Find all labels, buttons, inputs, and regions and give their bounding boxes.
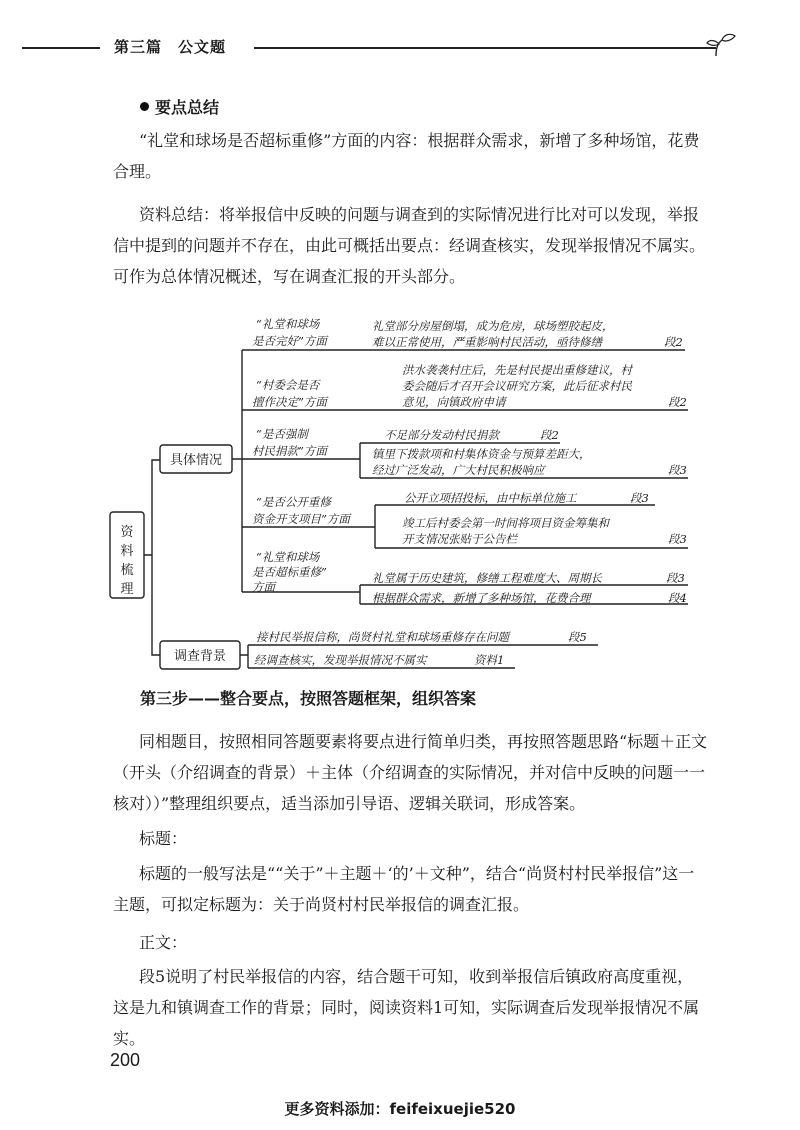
summary-paragraph-2: 资料总结：将举报信中反映的问题与调查到的实际情况进行比对可以发现，举报信中提到的问题并不存在，由此可概括出要点：经调查核实，发现举报情况不属实。可作为总体情况概述，写在调查汇报的开头部分。 bbox=[113, 205, 706, 286]
detail-4a: 公开立项招投标，由中标单位施工 bbox=[404, 491, 577, 505]
topic-4-line2: 资金开支项目”方面 bbox=[252, 512, 350, 526]
footer-contact: 更多资料添加：feifeixuejie520 bbox=[284, 1100, 516, 1118]
detail-2b: 委会随后才召开会议研究方案，此后征求村民 bbox=[402, 379, 632, 393]
bullet-icon bbox=[140, 102, 149, 111]
detail-3a: 不足部分发动村民捐款 bbox=[384, 428, 499, 442]
page-number: 200 bbox=[110, 1050, 141, 1070]
topic3-line bbox=[242, 443, 688, 478]
background-lines bbox=[240, 645, 598, 668]
box-background-label: 调查背景 bbox=[173, 649, 227, 664]
detail-5a-ref: 段3 bbox=[666, 571, 685, 585]
step3-paragraph-3: 段5说明了村民举报信的内容，结合题干可知，收到举报信后镇政府高度重视，这是九和镇调查工作的背景；同时，阅读资料1可知，实际调查后发现举报情况不属实。 bbox=[113, 967, 700, 1048]
sprout-icon bbox=[702, 32, 742, 58]
background-detail-2-ref: 资料1 bbox=[474, 653, 505, 667]
detail-3a-ref: 段2 bbox=[540, 428, 559, 442]
body-label: 正文： bbox=[139, 933, 188, 952]
topic-2-line1: “村委会是否 bbox=[256, 378, 320, 392]
header-rule-right bbox=[254, 47, 716, 49]
topic-1-line1: “礼堂和球场 bbox=[256, 317, 320, 331]
page-header bbox=[22, 32, 752, 62]
specific-trunk bbox=[232, 350, 242, 592]
detail-3b-1: 镇里下拨款项和村集体资金与预算差距大， bbox=[372, 447, 591, 461]
summary-paragraph-1: “礼堂和球场是否超标重修”方面的内容：根据群众需求，新增了多种场馆，花费合理。 bbox=[113, 131, 700, 181]
box-specific bbox=[160, 445, 232, 473]
detail-2a: 洪水袭袭村庄后，先是村民提出重修建议，村 bbox=[402, 363, 632, 377]
background-detail-1: 接村民举报信称，尚贤村礼堂和球场重修存在问题 bbox=[256, 630, 509, 644]
topic-2-line2: 擅作决定”方面 bbox=[252, 395, 327, 409]
detail-1a: 礼堂部分房屋倒塌，成为危房，球场塑胶起皮， bbox=[372, 319, 614, 333]
detail-3b-2: 经过广泛发动，广大村民积极响应 bbox=[372, 463, 545, 477]
topic5-line bbox=[242, 585, 688, 604]
detail-4a-ref: 段3 bbox=[630, 491, 649, 505]
topic-5-line1: “礼堂和球场 bbox=[256, 550, 320, 564]
topic-5-line2: 是否超标重修” bbox=[252, 565, 327, 579]
detail-2-ref: 段2 bbox=[668, 395, 687, 409]
detail-5b: 根据群众需求，新增了多种场馆，花费合理 bbox=[372, 591, 591, 605]
detail-1b: 难以正常使用，严重影响村民活动，亟待修缮 bbox=[372, 335, 602, 349]
mindmap-root-label: 资料梳理 bbox=[120, 525, 134, 597]
background-detail-1-ref: 段5 bbox=[568, 630, 587, 644]
topic-5-line3: 方面 bbox=[252, 580, 275, 594]
section-title: 第三篇 公文题 bbox=[114, 38, 227, 56]
detail-4b-ref: 段3 bbox=[668, 532, 687, 546]
topic-4-line1: “是否公开重修 bbox=[256, 495, 331, 509]
detail-5a: 礼堂属于历史建筑，修缮工程难度大、周期长 bbox=[372, 571, 602, 585]
detail-4b-2: 开支情况张贴于公告栏 bbox=[402, 532, 517, 546]
detail-4b-1: 竣工后村委会第一时间将项目资金筹集和 bbox=[402, 516, 609, 530]
detail-3b-ref: 段3 bbox=[668, 463, 687, 477]
mindmap-root-box bbox=[110, 512, 144, 598]
step3-paragraph-2: 标题的一般写法是““关于”＋主题＋‘的’＋文种”，结合“尚贤村村民举报信”这一主题，可拟定标题为：关于尚贤村村民举报信的调查汇报。 bbox=[113, 864, 695, 914]
background-detail-2: 经调查核实，发现举报情况不属实 bbox=[254, 653, 427, 667]
topic-3-line2: 村民捐款”方面 bbox=[252, 444, 327, 458]
step3-heading: 第三步——整合要点，按照答题框架，组织答案 bbox=[140, 689, 477, 708]
topic-3-line1: “是否强制 bbox=[256, 427, 308, 441]
summary-heading: 要点总结 bbox=[140, 95, 219, 118]
detail-1-ref: 段2 bbox=[664, 335, 683, 349]
box-background bbox=[160, 641, 240, 669]
header-rule-left bbox=[22, 47, 100, 49]
detail-2c: 意见，向镇政府申请 bbox=[402, 395, 506, 409]
detail-5b-ref: 段4 bbox=[668, 591, 687, 605]
title-label: 标题： bbox=[139, 829, 188, 848]
box-specific-label: 具体情况 bbox=[169, 453, 223, 468]
topic4-line bbox=[242, 505, 688, 548]
root-connector bbox=[144, 460, 160, 655]
step3-paragraph-1: 同相题目，按照相同答题要素将要点进行简单归类，再按照答题思路“标题＋正文（开头（介绍调查的背景）＋主体（介绍调查的实际情况，并对信中反映的问题一一核对））”整理组织要点，适当添加引导语、逻辑关联词，形成答案。 bbox=[113, 732, 708, 813]
topic-1-line2: 是否完好”方面 bbox=[252, 334, 327, 348]
